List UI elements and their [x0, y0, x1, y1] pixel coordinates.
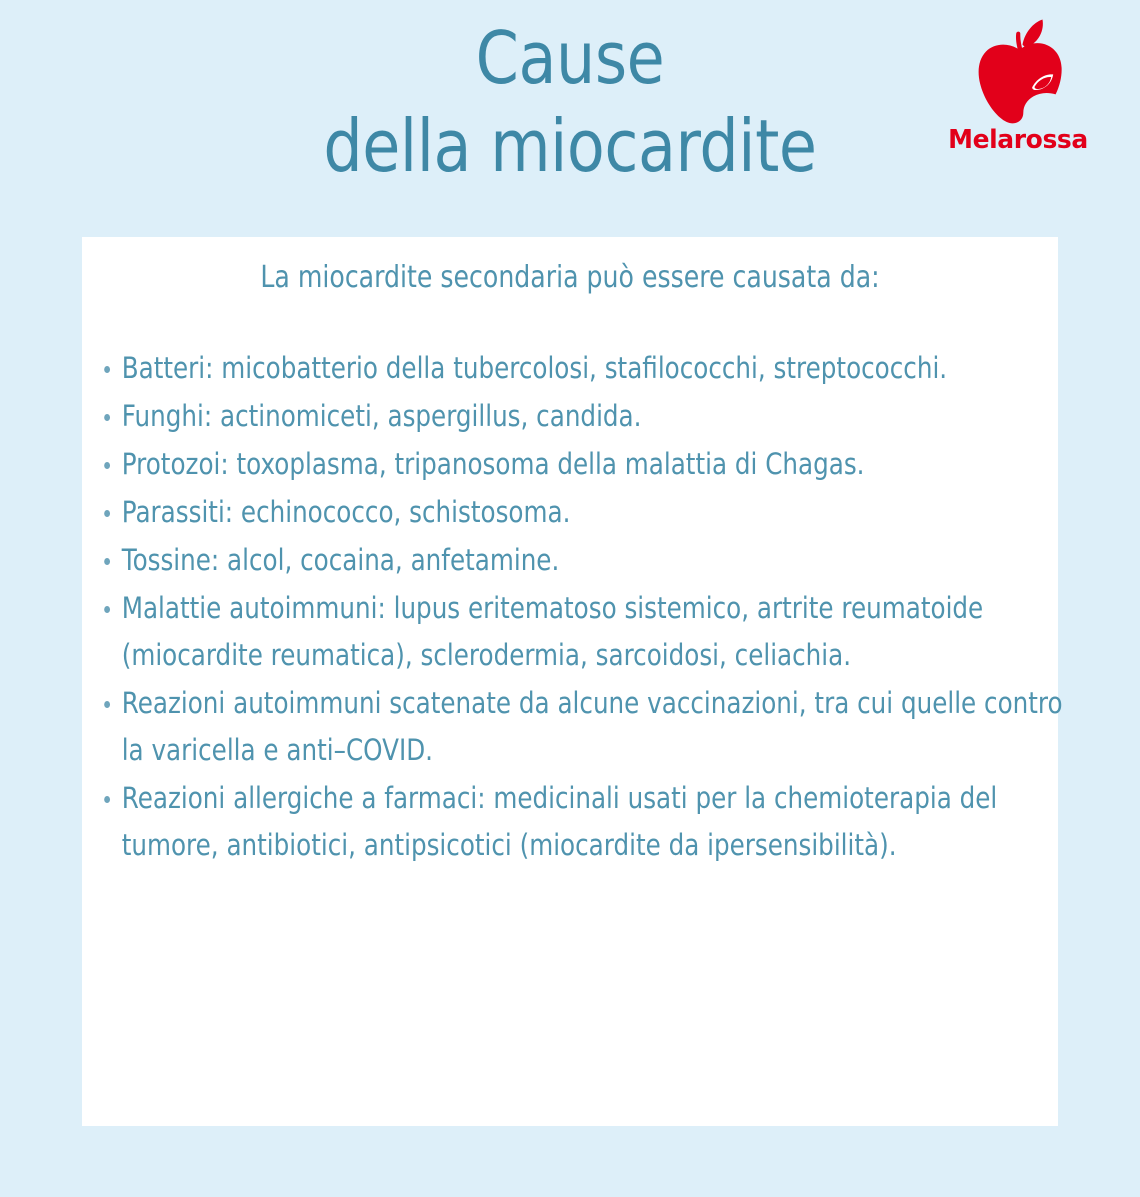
apple-logo-icon — [978, 18, 1062, 126]
page-title-line-2: della miocardite — [323, 104, 817, 188]
brand-logo — [944, 18, 1092, 168]
header — [0, 0, 1140, 237]
brand-wordmark: Melarossa — [948, 125, 1088, 155]
list-item: Parassiti: echinococco, schistosoma. — [100, 489, 1072, 536]
list-item: Batteri: micobatterio della tubercolosi, stafilococchi, streptococchi. — [100, 345, 1072, 392]
list-item: Protozoi: toxoplasma, tripanosoma della malattia di Chagas. — [100, 441, 1072, 488]
content-card — [82, 237, 1063, 1126]
causes-list — [100, 345, 1063, 870]
page-title-line-1: Cause — [475, 16, 665, 100]
intro-text: La miocardite secondaria può essere causata da: — [260, 260, 880, 295]
list-item: Reazioni autoimmuni scatenate da alcune vaccinazioni, tra cui quelle contro la varicella e anti–COVID. — [100, 680, 1072, 774]
page-title — [80, 14, 1060, 190]
list-item: Tossine: alcol, cocaina, anfetamine. — [100, 537, 1072, 584]
list-item: Malattie autoimmuni: lupus eritematoso sistemico, artrite reumatoide (miocardite reumatica), sclerodermia, sarcoidosi, celiachia. — [100, 585, 1072, 679]
list-item: Funghi: actinomiceti, aspergillus, candida. — [100, 393, 1072, 440]
list-item: Reazioni allergiche a farmaci: medicinali usati per la chemioterapia del tumore, antibiotici, antipsicotici (miocardite da ipersensibilità). — [100, 775, 1072, 869]
